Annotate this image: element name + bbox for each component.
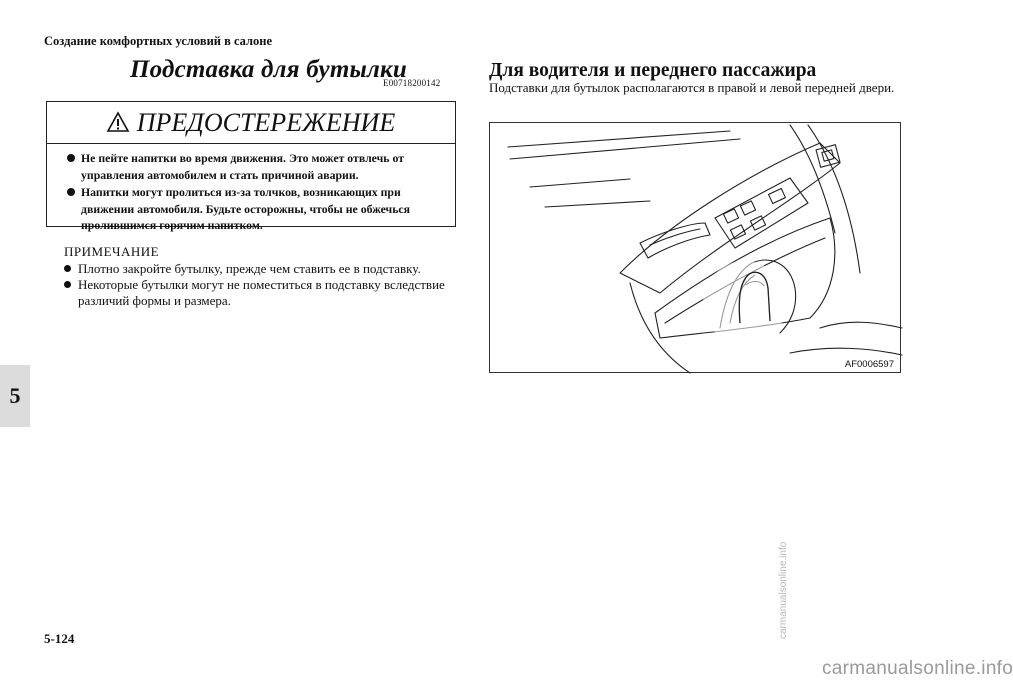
running-header: Создание комфортных условий в салоне xyxy=(44,34,273,48)
note-item xyxy=(64,261,464,277)
warning-list xyxy=(47,150,455,234)
warning-item-text: Не пейте напитки во время движения. Это может отвлечь от управления автомобилем и стать причиной аварии. xyxy=(81,151,405,182)
door-illustration xyxy=(490,123,902,374)
page-title: Подставка для бутылки xyxy=(130,56,408,83)
page-number: 5-124 xyxy=(44,631,75,646)
note-list xyxy=(64,261,464,309)
section-code: E00718200142 xyxy=(383,78,441,88)
section-tab: 5 xyxy=(0,365,30,427)
warning-box xyxy=(46,101,456,232)
bullet-icon xyxy=(67,188,75,196)
warning-item-text: Напитки могут пролиться из-за толчков, возникающих при движении автомобиля. Будьте осторожны, чтобы не обжечься пролившимся горячим напитком. xyxy=(81,185,411,232)
warning-item xyxy=(47,184,455,234)
note-item-text: Некоторые бутылки могут не поместиться в подставку вследствие различий формы и размера. xyxy=(78,277,445,308)
warning-heading-text: ПРЕДОСТЕРЕЖЕНИЕ xyxy=(136,107,396,137)
subsection-heading: Для водителя и переднего пассажира xyxy=(489,60,817,81)
bullet-icon xyxy=(64,281,71,288)
note-item xyxy=(64,277,464,309)
watermark-text: carmanualsonline.info xyxy=(778,541,789,639)
bullet-icon xyxy=(64,265,71,272)
site-logo[interactable]: carmanualsonline.info xyxy=(822,658,1013,679)
note-item-text: Плотно закройте бутылку, прежде чем ставить ее в подставку. xyxy=(78,261,421,276)
warning-heading xyxy=(47,102,455,144)
figure-code: AF0006597 xyxy=(844,359,894,370)
note-title: ПРИМЕЧАНИЕ xyxy=(64,244,160,259)
bullet-icon xyxy=(67,154,75,162)
warning-item xyxy=(47,150,455,183)
door-figure xyxy=(489,122,901,373)
subsection-text: Подставки для бутылок располагаются в правой и левой передней двери. xyxy=(489,80,895,95)
warning-triangle-icon xyxy=(107,111,129,133)
